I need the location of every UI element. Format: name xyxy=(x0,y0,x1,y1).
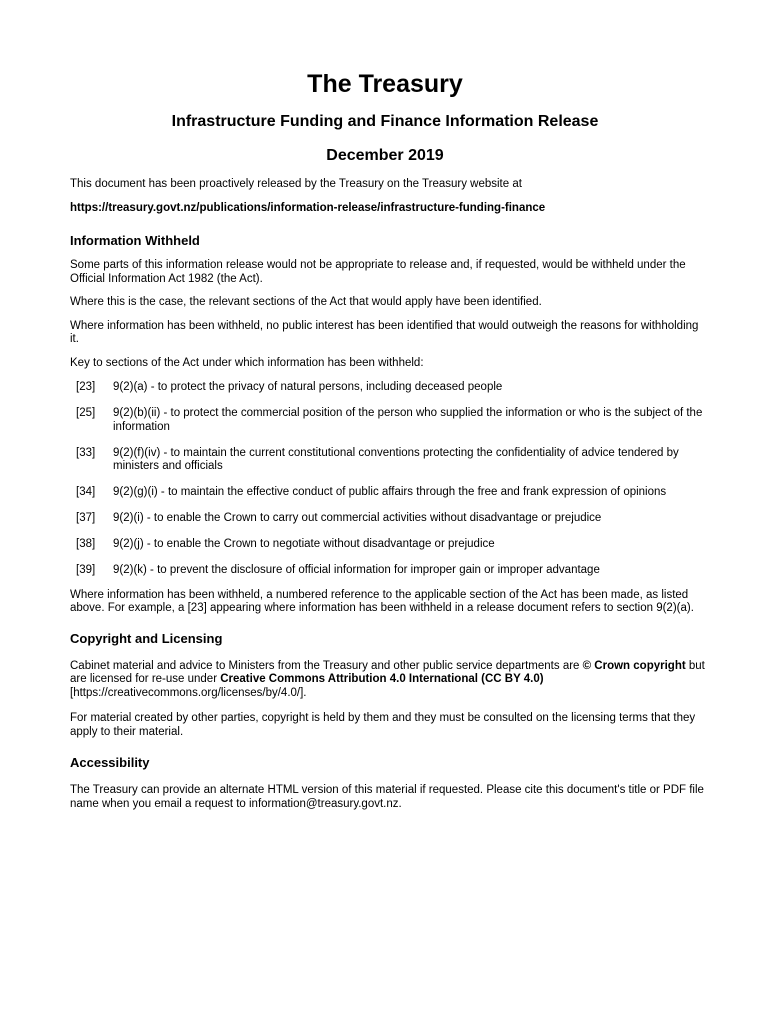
copyright-heading: Copyright and Licensing xyxy=(70,630,223,646)
document-title: The Treasury xyxy=(307,70,463,98)
withheld-paragraph: Where this is the case, the relevant sections of the Act that would apply have been identified. xyxy=(70,296,542,308)
key-code: [34] xyxy=(76,486,96,498)
key-row xyxy=(76,512,710,538)
key-description: 9(2)(b)(ii) - to protect the commercial position of the person who supplied the information or who is the subject of the information xyxy=(113,407,703,433)
withheld-heading: Information Withheld xyxy=(70,233,200,248)
key-code: [23] xyxy=(76,381,96,393)
key-code: [33] xyxy=(76,446,96,459)
withheld-paragraph: Where information has been withheld, no public interest has been identified that would outweigh the reasons for withholding it. xyxy=(70,319,699,345)
intro-text: This document has been proactively released by the Treasury on the Treasury website at xyxy=(70,178,522,190)
key-intro: Key to sections of the Act under which information has been withheld: xyxy=(70,356,424,369)
crown-copyright: © Crown copyright xyxy=(582,659,686,672)
document-subtitle: Infrastructure Funding and Finance Information Release xyxy=(171,113,599,130)
copyright-text: Cabinet material and advice to Ministers from the Treasury and other public service departments are xyxy=(70,659,583,672)
key-row xyxy=(76,486,710,512)
copyright-paragraph xyxy=(70,660,710,701)
accessibility-text: The Treasury can provide an alternate HTML version of this material if requested. Please cite this document's title or PDF file name when you email a request to information@treasury.govt.nz. xyxy=(70,784,704,810)
key-code: [38] xyxy=(76,538,96,550)
key-description: 9(2)(i) - to enable the Crown to carry out commercial activities without disadvantage or prejudice xyxy=(113,512,602,524)
withheld-closing: Where information has been withheld, a numbered reference to the applicable section of the Act has been made, as listed above. For example, a [23] appearing where information has been withheld in a release document refers to section 9(2)(a). xyxy=(70,588,694,614)
document-body xyxy=(70,178,710,811)
key-row xyxy=(76,447,710,487)
key-code: [37] xyxy=(76,512,96,524)
key-description: 9(2)(k) - to prevent the disclosure of official information for improper gain or improper advantage xyxy=(113,564,600,576)
key-row xyxy=(76,407,710,447)
key-description: 9(2)(j) - to enable the Crown to negotiate without disadvantage or prejudice xyxy=(113,538,495,550)
accessibility-heading: Accessibility xyxy=(70,755,150,770)
document-date: December 2019 xyxy=(326,147,444,164)
key-description: 9(2)(g)(i) - to maintain the effective conduct of public affairs through the free and frank expression of opinions xyxy=(113,486,667,498)
key-code: [25] xyxy=(76,407,96,419)
key-description: 9(2)(f)(iv) - to maintain the current constitutional conventions protecting the confidentiality of advice tendered by ministers and officials xyxy=(113,446,679,472)
license-name: Creative Commons Attribution 4.0 International (CC BY 4.0) xyxy=(220,673,544,685)
key-row xyxy=(76,381,710,407)
release-url: https://treasury.govt.nz/publications/information-release/infrastructure-funding-finance xyxy=(70,201,546,214)
key-row xyxy=(76,538,710,564)
key-description: 9(2)(a) - to protect the privacy of natural persons, including deceased people xyxy=(113,381,503,393)
withheld-key-table xyxy=(76,381,710,578)
key-row xyxy=(76,564,710,578)
copyright-third-party: For material created by other parties, copyright is held by them and they must be consulted on the licensing terms that they apply to their material. xyxy=(70,712,696,738)
license-url: [https://creativecommons.org/licenses/by/4.0/]. xyxy=(70,686,307,699)
copyright-text: but are licensed for re-use under xyxy=(70,659,705,685)
withheld-paragraph: Some parts of this information release would not be appropriate to release and, if requested, would be withheld under the Official Information Act 1982 (the Act). xyxy=(70,259,686,285)
key-code: [39] xyxy=(76,564,96,576)
